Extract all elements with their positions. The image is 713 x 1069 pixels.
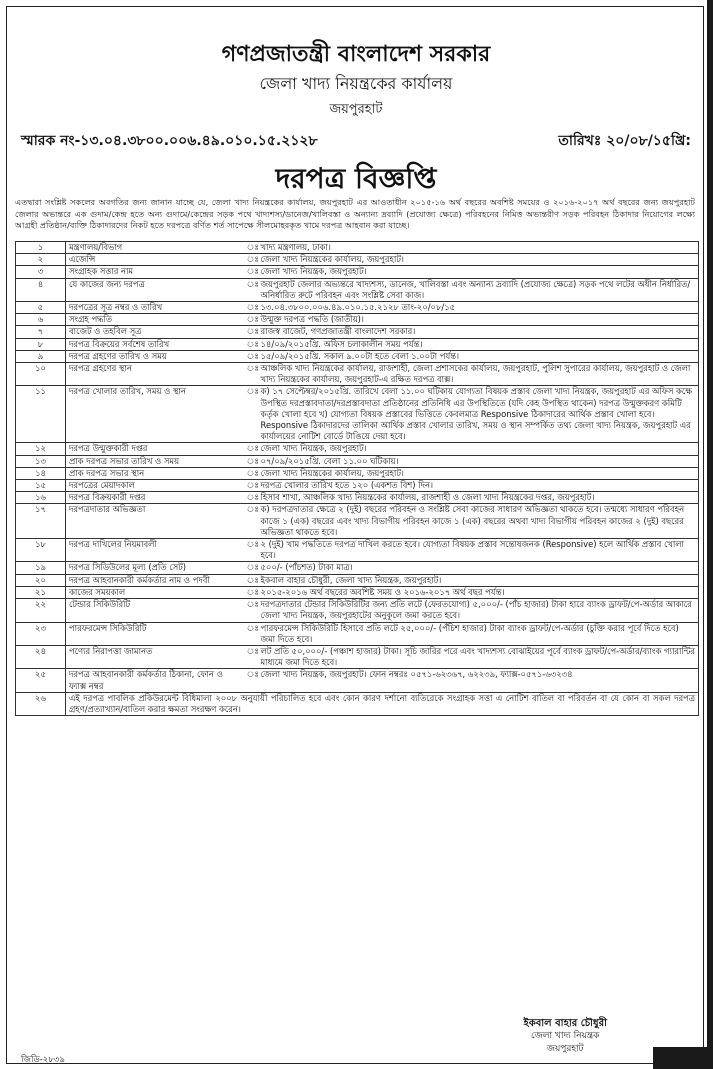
row-colon: ঃ bbox=[244, 669, 258, 692]
row-number: ২১ bbox=[16, 586, 66, 598]
row-value: দরপত্র খোলার তারিখ হতে ১২০ (একশত বিশ) দিন। bbox=[258, 480, 699, 492]
memo-number: স্মারক নং-১৩.০৪.৩৮০০.০০৬.৪৯.০১০.১৫.২১২৮ bbox=[21, 133, 318, 149]
row-number: ২ bbox=[16, 254, 66, 266]
row-colon: ঃ bbox=[244, 467, 258, 479]
row-colon: ঃ bbox=[244, 443, 258, 455]
row-value: ২০১৫-২০১৬ অর্থ বছরের অবশিষ্ট সময় ও ২০১৬-২০১৭ অর্থ বছর পর্যন্ত। bbox=[258, 586, 699, 598]
row-number: ১৫ bbox=[16, 480, 66, 492]
row-label: কাজের সময়কাল bbox=[66, 586, 244, 598]
row-value: জেলা খাদ্য নিয়ন্ত্রকের কার্যালয়, জয়পুরহাট। bbox=[258, 467, 699, 479]
row-colon: ঃ bbox=[244, 363, 258, 386]
table-row bbox=[16, 338, 699, 350]
final-clause: এই দরপত্র পাবলিক প্রকিউরমেন্ট বিধিমালা ২০০৮ অনুযায়ী পরিচালিত হবে এবং কোন কারণ দর্শানো ব্যতিরেকে সংগ্রাহক সত্তা এ নোটিশ বাতিল বা পরিবর্তন বা যে কোন বা সকল দরপত্র গ্রহণ/প্রত্যাখ্যান/বাতিল করার ক্ষমতা সংরক্ষণ করেন। bbox=[66, 692, 699, 715]
row-colon: ঃ bbox=[244, 539, 258, 562]
row-colon: ঃ bbox=[244, 562, 258, 574]
row-label: দরপত্র বিক্রয়ের সর্বশেষ তারিখ bbox=[66, 338, 244, 350]
table-row bbox=[16, 350, 699, 362]
row-number: ১৮ bbox=[16, 539, 66, 562]
office-name: জেলা খাদ্য নিয়ন্ত্রকের কার্যালয় bbox=[259, 74, 453, 93]
row-label: দরপত্র সিডিউলের মূল্য (প্রতি সেট) bbox=[66, 562, 244, 574]
row-number: ১০ bbox=[16, 363, 66, 386]
row-number: ৪ bbox=[16, 278, 66, 301]
row-label: প্রাক দরপত্র সভার স্থান bbox=[66, 467, 244, 479]
table-row bbox=[16, 314, 699, 326]
intro-paragraph: এতদ্বারা সংশ্লিষ্ট সকলের অবগতির জন্য জানান যাচ্ছে যে, জেলা খাদ্য নিয়ন্ত্রকের কার্যালয়, জয়পুরহাট এর আওতাধীন ২০১৫-১৬ অর্থ বছরের অবশিষ্ট সময়ের ও ২০১৬-২০১৭ অর্থ বছরের জন্য জয়পুরহাট জেলার অভ্যন্তরে এক গুদাম/কেন্দ্র হতে অন্য গুদামে/কেন্দ্রের সড়ক পথে খাদ্যশস্য/ডানেজ/খালিবস্তা ও অন্যান্য দ্রব্যাদি (প্রযোজ্য ক্ষেত্রে) পরিবহনের নিমিত্ত অভ্যন্তরীণ সড়ক পরিবহন ঠিকাদার নিয়োগের লক্ষ্যে আগ্রহী প্রতিষ্ঠান/ব্যক্তি ঠিকাদারদের নিকট হতে দরপত্রে বর্ণিত শর্ত সাপেক্ষে সীলমোহরকৃত খামে দরপত্র আহবান করা যাচ্ছে। bbox=[15, 197, 695, 231]
row-number: ৮ bbox=[16, 338, 66, 350]
row-colon: ঃ bbox=[244, 599, 258, 622]
table-row bbox=[16, 562, 699, 574]
table-row bbox=[16, 242, 699, 254]
row-colon: ঃ bbox=[244, 574, 258, 586]
row-number: ৭ bbox=[16, 326, 66, 338]
row-label: পণ্যের নিরাপত্তা জামানত bbox=[66, 645, 244, 668]
tender-details-table bbox=[15, 241, 699, 716]
row-number: ২৩ bbox=[16, 622, 66, 645]
table-row bbox=[16, 622, 699, 645]
row-colon: ঃ bbox=[244, 455, 258, 467]
row-colon: ঃ bbox=[244, 338, 258, 350]
table-row bbox=[16, 586, 699, 598]
reference-row bbox=[21, 129, 691, 151]
signatory-name: ইকবাল বাহার চৌধুরী bbox=[523, 1018, 607, 1029]
row-colon: ঃ bbox=[244, 586, 258, 598]
table-row bbox=[16, 467, 699, 479]
row-value: দরপত্রদাতার টেন্ডার সিকিউরিটির জন্য প্রতি লটে (ফেরতযোগ্য) ৫,০০০/- (পাঁচ হাজার) টাকা হারে ব্যাংক ড্রাফট/পে-অর্ডার আকারে জেলা খাদ্য নিয়ন্ত্রক, জয়পুরহাটের অনুকূলে জমা করতে হবে। bbox=[258, 599, 699, 622]
row-value: ০৭/০৯/২০১৫খ্রি. বেলা ১১.০০ ঘটিকায়। bbox=[258, 455, 699, 467]
row-label: দরপত্র উন্মুক্তকারী দপ্তর bbox=[66, 443, 244, 455]
table-row bbox=[16, 574, 699, 586]
scan-border-right bbox=[707, 0, 713, 1069]
signature-block bbox=[524, 1017, 607, 1056]
table-row bbox=[16, 480, 699, 492]
table-row bbox=[16, 492, 699, 504]
row-number: ২২ bbox=[16, 599, 66, 622]
row-number: ২৫ bbox=[16, 669, 66, 692]
table-row bbox=[16, 539, 699, 562]
row-colon: ঃ bbox=[244, 492, 258, 504]
row-number: ১৭ bbox=[16, 504, 66, 539]
row-colon: ঃ bbox=[244, 350, 258, 362]
table-row bbox=[16, 254, 699, 266]
row-value: জেলা খাদ্য নিয়ন্ত্রক, জয়পুরহাট। bbox=[258, 443, 699, 455]
row-label: দরপত্র গ্রহণের তারিখ ও সময় bbox=[66, 350, 244, 362]
row-label: এজেন্সি bbox=[66, 254, 244, 266]
row-value: লট প্রতি ৫০,০০০/- (পঞ্চাশ হাজার) টাকা। সূচি জারির পরে এবং খাদ্যশস্য বোঝাইয়ের পূর্বে ব্যাংক ড্রাফট/পে-অর্ডার/ব্যাংক গ্যারান্টির মাধ্যমে জমা দিতে হবে। bbox=[258, 645, 699, 668]
table-row bbox=[16, 669, 699, 692]
government-name: গণপ্রজাতন্ত্রী বাংলাদেশ সরকার bbox=[221, 41, 491, 67]
row-number: ৫ bbox=[16, 302, 66, 314]
row-number: ৯ bbox=[16, 350, 66, 362]
row-label: দরপত্রের মেয়াদকাল bbox=[66, 480, 244, 492]
row-label: দরপত্র আহবানকারী কর্মকর্তার নাম ও পদবী bbox=[66, 574, 244, 586]
row-colon: ঃ bbox=[244, 326, 258, 338]
row-label: মন্ত্রণালয়/বিভাগ bbox=[66, 242, 244, 254]
row-value: পারফরমেন্স সিকিউরিটি হিসাবে প্রতি লটে ২৫,০০০/- (পঁচিশ হাজার) টাকা ব্যাংক ড্রাফট/পে-অর্ডার (চুক্তি করার পূর্বে দিতে হবে) জমা দিতে হবে। bbox=[258, 622, 699, 645]
row-number: ১২ bbox=[16, 443, 66, 455]
row-number: ৬ bbox=[16, 314, 66, 326]
gd-code: জিডি-২৮৩৯ bbox=[21, 1055, 65, 1065]
table-row bbox=[16, 278, 699, 301]
table-row bbox=[16, 302, 699, 314]
table-row bbox=[16, 455, 699, 467]
row-colon: ঃ bbox=[244, 622, 258, 645]
scan-corner bbox=[653, 1047, 713, 1069]
row-label: টেন্ডার সিকিউরিটি bbox=[66, 599, 244, 622]
signatory-place: জয়পুরহাট bbox=[546, 1044, 584, 1054]
notice-title: দরপত্র বিজ্ঞপ্তি bbox=[275, 162, 437, 195]
row-label: সংগ্রাহক সত্তার নাম bbox=[66, 266, 244, 278]
row-colon: ঃ bbox=[244, 254, 258, 266]
row-label: পারফরমেন্স সিকিউরিটি bbox=[66, 622, 244, 645]
notice-page bbox=[6, 6, 704, 1064]
row-value: ক) ১৭ সেপ্টেম্বর/২০১৫খ্রি. তারিখে বেলা ১১.০০ ঘটিকায় যোগ্যতা বিষয়ক প্রস্তাব জেলা খাদ্য নিয়ন্ত্রক, জয়পুরহাট এর অফিস কক্ষে উপস্থিত দরপ্রস্তাবদাতা/দরপ্রস্তাবদাতা প্রতিষ্ঠানের প্রতিনিধি এর উপস্থিতিতে (যদি কেহ উপস্থিত থাকেন) দরপত্র উন্মুক্তকরণ কমিটি কর্তৃক খোলা হবে খ) যোগ্যতা বিষয়ক প্রস্তাবের ভিত্তিতে কেবলমাত্র Responsive ঠিকাদারের আর্থিক প্রস্তাব খোলা হবে। Responsive ঠিকাদারদের তালিকা আর্থিক প্রস্তাব খোলার তারিখ, সময় ও স্থান সম্পর্কিত তথ্য জেলা খাদ্য নিয়ন্ত্রক, জয়পুরহাট এর কার্যালয়ের নোটিশ বোর্ডে টাঙিয়ে দেয়া হবে। bbox=[258, 386, 699, 443]
row-colon: ঃ bbox=[244, 480, 258, 492]
row-value: হিসাব শাখা, আঞ্চলিক খাদ্য নিয়ন্ত্রকের কার্যালয়, রাজশাহী ও জেলা খাদ্য নিয়ন্ত্রকের দপ্তর, জয়পুরহাট। bbox=[258, 492, 699, 504]
table-row bbox=[16, 386, 699, 443]
row-number: ২৪ bbox=[16, 645, 66, 668]
table-row bbox=[16, 363, 699, 386]
row-value: জেলা খাদ্য নিয়ন্ত্রক, জয়পুরহাট। bbox=[258, 266, 699, 278]
row-label: যে কাজের জন্য দরপত্র bbox=[66, 278, 244, 301]
row-value: ১৫/০৯/২০১৫খ্রি. সকাল ৯.০০টা হতে বেলা ১.০০টা পর্যন্ত। bbox=[258, 350, 699, 362]
row-label: সংগ্রহ পদ্ধতি bbox=[66, 314, 244, 326]
table-row bbox=[16, 266, 699, 278]
row-colon: ঃ bbox=[244, 314, 258, 326]
row-colon: ঃ bbox=[244, 386, 258, 443]
row-number: ১৪ bbox=[16, 467, 66, 479]
row-value: ২ (দুই) খাম পদ্ধতিতে দরপত্র দাখিল করতে হবে। যোগ্যতা বিষয়ক প্রস্তাব সন্তোষজনক (Responsive) হলে আর্থিক প্রস্তাব খোলা হবে। bbox=[258, 539, 699, 562]
table-row bbox=[16, 692, 699, 715]
row-label: দরপত্র দাখিলের নিয়মাবলী bbox=[66, 539, 244, 562]
row-value: ১৪/০৯/২০১৫খ্রি. অফিস চলাকালীন সময় পর্যন্ত। bbox=[258, 338, 699, 350]
row-number: ২০ bbox=[16, 574, 66, 586]
row-value: খাদ্য মন্ত্রণালয়, ঢাকা। bbox=[258, 242, 699, 254]
row-value: ইকবাল বাহার চৌধুরী, জেলা খাদ্য নিয়ন্ত্রক, জয়পুরহাট। bbox=[258, 574, 699, 586]
row-colon: ঃ bbox=[244, 242, 258, 254]
row-value: ৫০০/- (পাঁচশত) টাকা মাত্র। bbox=[258, 562, 699, 574]
row-value: ক) দরপত্রদাতার ক্ষেত্রে ২ (দুই) বছরের পরিবহন ও সংশ্লিষ্ট সেবা কাজের সাধারণ অভিজ্ঞতা থাকতে হবে। তন্মধ্যে সাধারণ পরিবহন কাজে ১ (এক) বছরের এবং খাদ্য বিভাগীয় পরিবহন কাজে ১ (এক) বছরের অথবা খাদ্য বিভাগীয় পরিবহন কাজের ২ (দুই) বছরের অভিজ্ঞতা থাকতে হবে। bbox=[258, 504, 699, 539]
row-label: দরপত্র গ্রহণের স্থান bbox=[66, 363, 244, 386]
row-label: প্রাক দরপত্র সভার তারিখ ও সময় bbox=[66, 455, 244, 467]
memo-date: তারিখঃ ২০/০৮/১৫খ্রি: bbox=[558, 133, 691, 149]
table-row bbox=[16, 599, 699, 622]
row-number: ১৩ bbox=[16, 455, 66, 467]
table-row bbox=[16, 443, 699, 455]
row-number: ৩ bbox=[16, 266, 66, 278]
row-number: ১৯ bbox=[16, 562, 66, 574]
row-label: দরপত্র খোলার তারিখ, সময় ও স্থান bbox=[66, 386, 244, 443]
signatory-designation: জেলা খাদ্য নিয়ন্ত্রক bbox=[531, 1031, 600, 1041]
row-value: জেলা খাদ্য নিয়ন্ত্রকের কার্যালয়, জয়পুরহাট। bbox=[258, 254, 699, 266]
district-name: জয়পুরহাট bbox=[329, 102, 383, 117]
row-number: ১১ bbox=[16, 386, 66, 443]
row-number: ১৬ bbox=[16, 492, 66, 504]
row-label: দরপত্রের সূত্র নম্বর ও তারিখ bbox=[66, 302, 244, 314]
row-value: উন্মুক্ত দরপত্র পদ্ধতি (জাতীয়)। bbox=[258, 314, 699, 326]
row-value: আঞ্চলিক খাদ্য নিয়ন্ত্রকের কার্যালয়, রাজশাহী, জেলা প্রশাসকের কার্যালয়, জয়পুরহাট, পুলিশ সুপারের কার্যালয়, জয়পুরহাট ও জেলা খাদ্য নিয়ন্ত্রকের কার্যালয়, জয়পুরহাট-এ রক্ষিত দরপত্র বাক্স। bbox=[258, 363, 699, 386]
table-row bbox=[16, 326, 699, 338]
row-value: জয়পুরহাট জেলার অভ্যন্তরে খাদ্যশস্য, ডানেজ, খালিবস্তা এবং অন্যান্য দ্রব্যাদি (প্রযোজ্য ক্ষেত্রে) সড়ক পথে লটের অধীন নির্ধারিত/অনির্ধারিত রুটে পরিবহন এবং সংশ্লিষ্ট সেবা কাজ। bbox=[258, 278, 699, 301]
row-label: দরপত্র আহবানকারী কর্মকর্তার ঠিকানা, ফোন ও ফ্যাক্স নম্বর bbox=[66, 669, 244, 692]
row-label: দরপত্রদাতার অভিজ্ঞতা bbox=[66, 504, 244, 539]
row-value: রাজস্ব বাজেট, গণপ্রজাতন্ত্রী বাংলাদেশ সরকার। bbox=[258, 326, 699, 338]
row-colon: ঃ bbox=[244, 302, 258, 314]
row-number: ১ bbox=[16, 242, 66, 254]
row-colon: ঃ bbox=[244, 504, 258, 539]
row-value: জেলা খাদ্য নিয়ন্ত্রক, জয়পুরহাট। ফোন নম্বরঃ ০৫৭১-৬২৩৬৭, ৬২২৩৯, ফ্যাক্স-০৫৭১-৬৩২৩৪ bbox=[258, 669, 699, 692]
table-row bbox=[16, 504, 699, 539]
row-colon: ঃ bbox=[244, 266, 258, 278]
row-label: বাজেট ও তহবিল সূত্র bbox=[66, 326, 244, 338]
row-value: ১৩.০৪.৩৮০০.০০৬.৪৯.০১০.১৫.২১২৮ তাং-২০/০৮/১৫ bbox=[258, 302, 699, 314]
table-row bbox=[16, 645, 699, 668]
row-colon: ঃ bbox=[244, 278, 258, 301]
row-number: ২৬ bbox=[16, 692, 66, 715]
row-colon: ঃ bbox=[244, 645, 258, 668]
row-label: দরপত্র বিক্রয়কারী দপ্তর bbox=[66, 492, 244, 504]
